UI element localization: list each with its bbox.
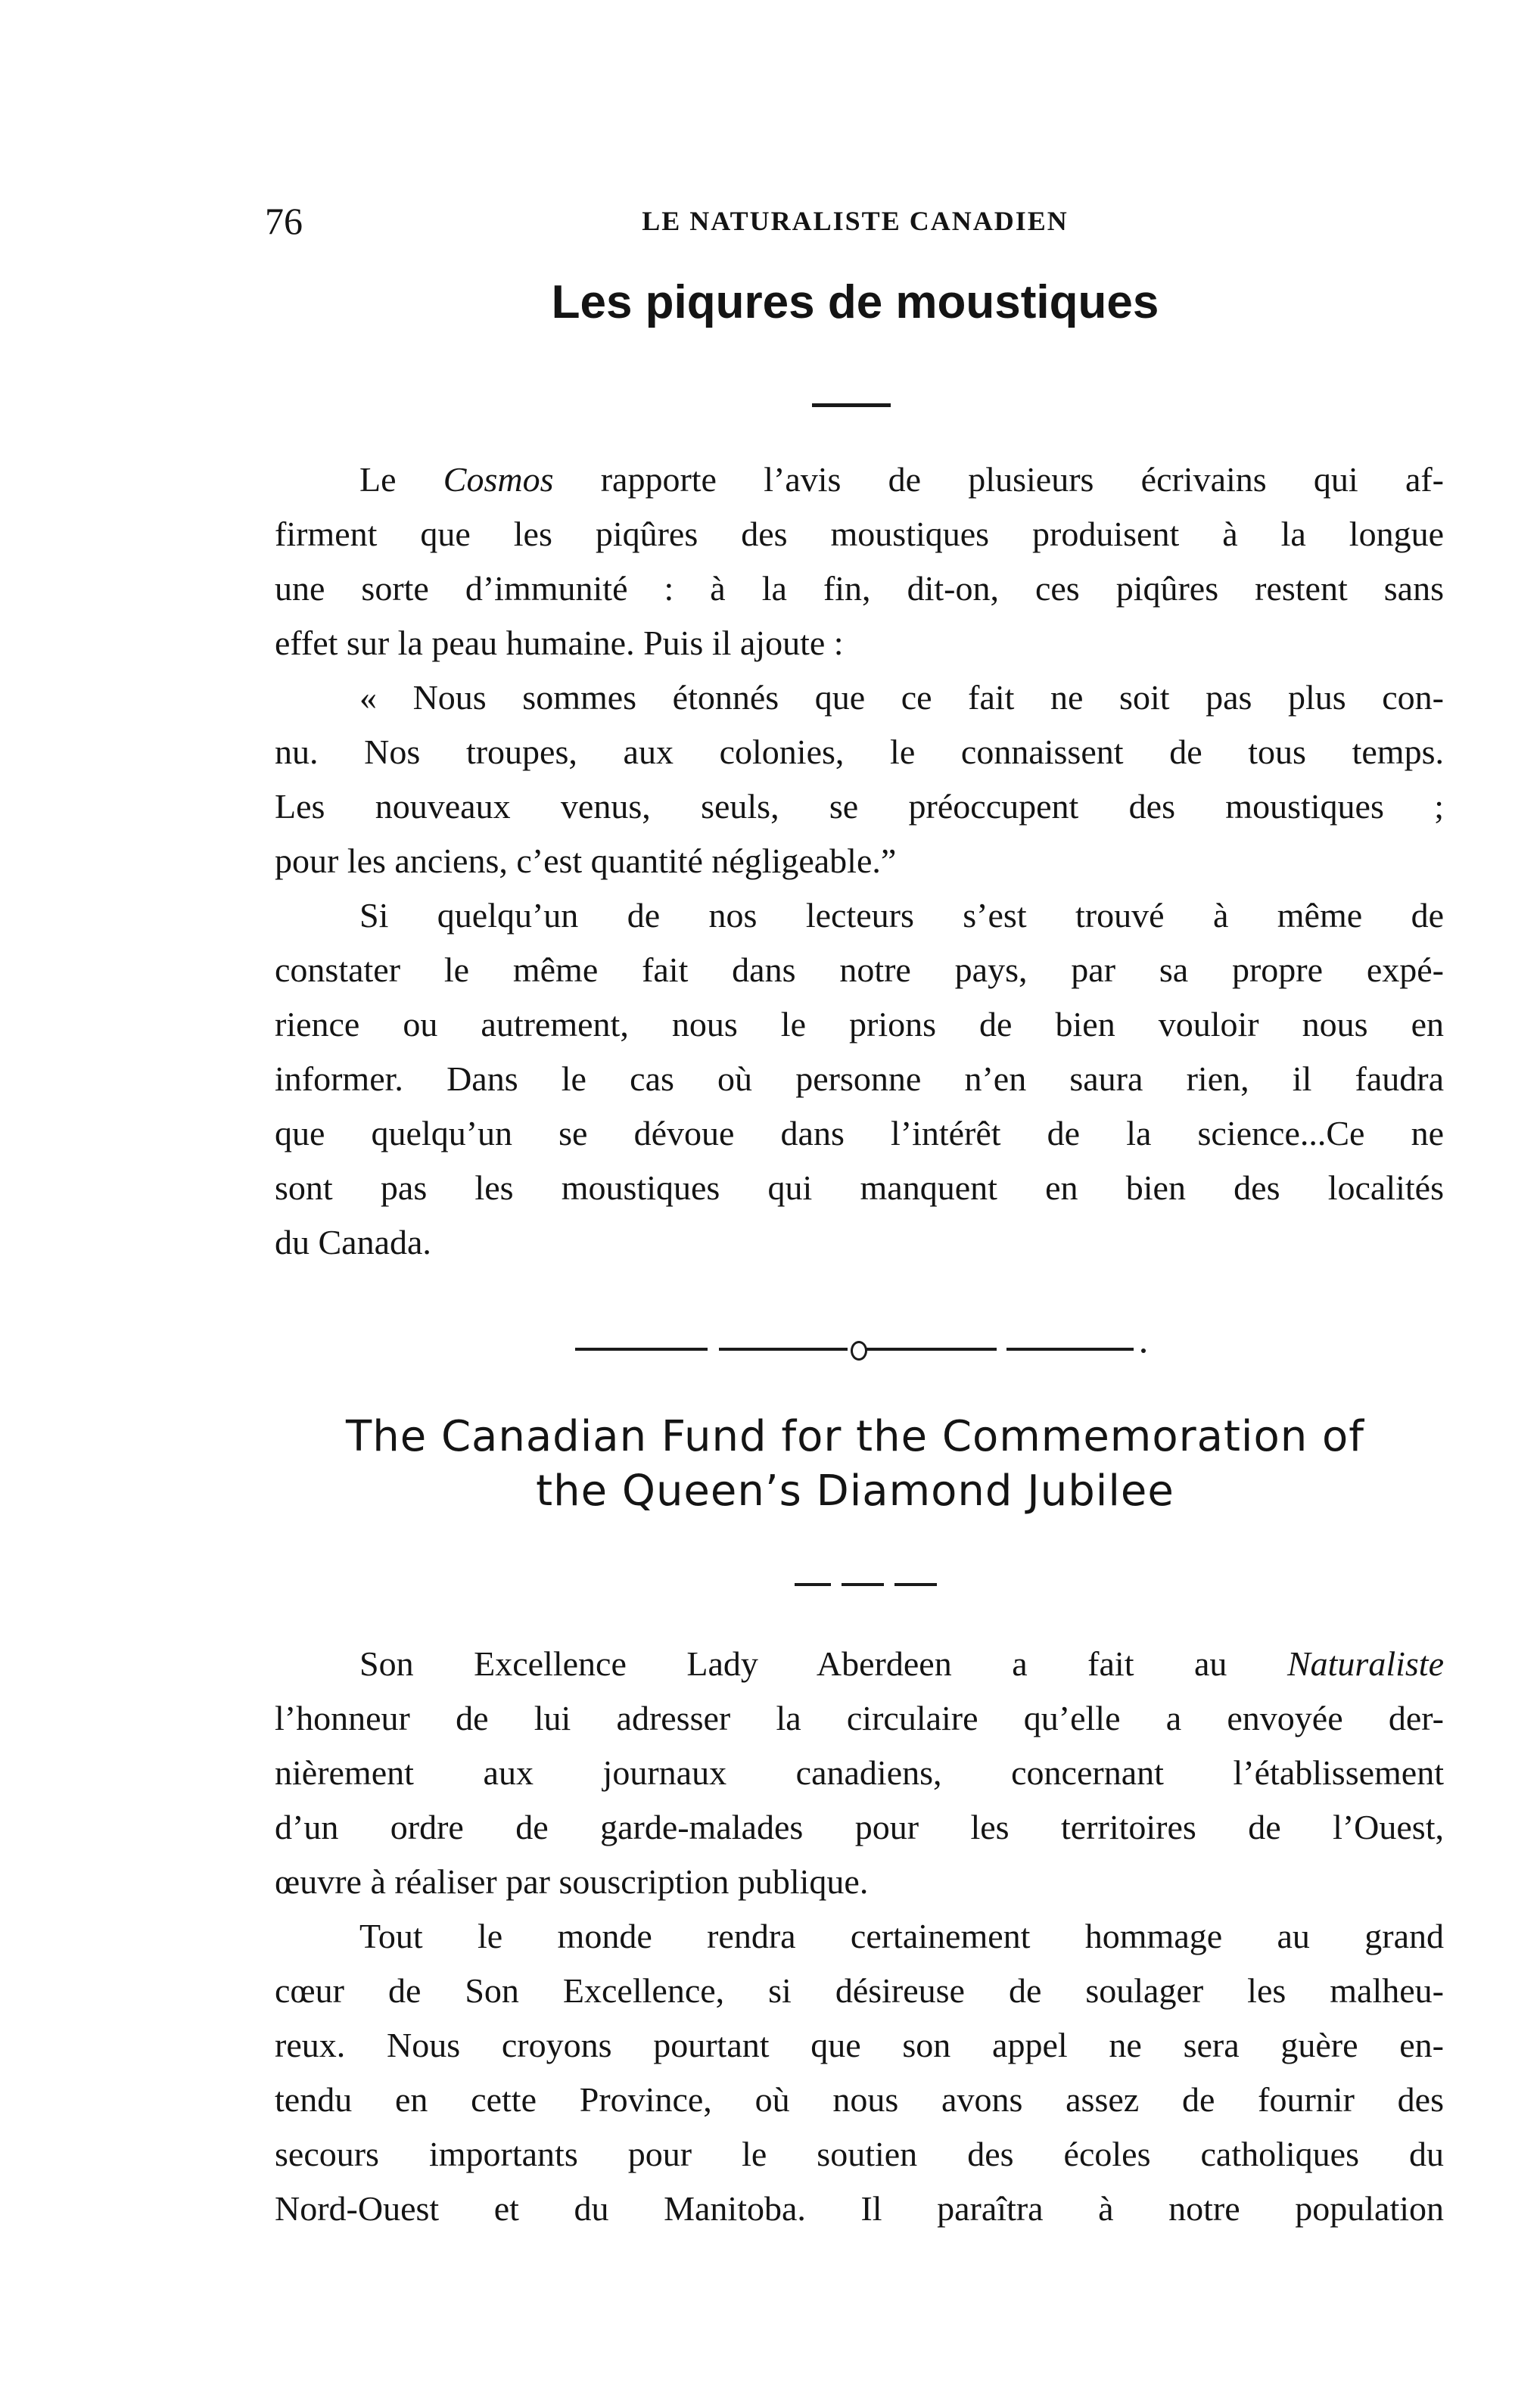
title-line: The Canadian Fund for the Commemoration of (346, 1412, 1364, 1461)
text-line: que quelqu’un se dévoue dans l’intérêt de la science...Ce ne (275, 1114, 1444, 1152)
text-line: Si quelqu’un de nos lecteurs s’est trouvé à même de (359, 896, 1444, 935)
text-line: informer. Dans le cas où personne n’en saura rien, il faudra (275, 1059, 1444, 1098)
title-line: the Queen’s Diamond Jubilee (536, 1467, 1174, 1516)
text-line: effet sur la peau humaine. Puis il ajoute : (275, 624, 844, 662)
text-line: secours importants pour le soutien des écoles catholiques du (275, 2135, 1444, 2173)
title-rule (894, 1583, 937, 1586)
paragraph (275, 1909, 1444, 2236)
paragraph (275, 1637, 1444, 1909)
text-line: Tout le monde rendra certainement hommage au grand (359, 1917, 1444, 1955)
text-line: firment que les piqûres des moustiques produisent à la longue (275, 515, 1444, 553)
text-line: Nord-Ouest et du Manitoba. Il paraîtra à notre population (275, 2189, 1444, 2228)
text-line: nièrement aux journaux canadiens, concernant l’établissement (275, 1753, 1444, 1792)
journal-title: LE NATURALISTE CANADIEN (642, 206, 1069, 236)
quoted-paragraph (275, 670, 1444, 888)
running-head (265, 198, 1445, 244)
text-line: Les nouveaux venus, seuls, se préoccupent des moustiques ; (275, 787, 1444, 826)
title-rule (795, 1583, 831, 1586)
text-line: du Canada. (275, 1223, 431, 1261)
text-line: d’un ordre de garde-malades pour les territoires de l’Ouest, (275, 1808, 1444, 1846)
paragraph (275, 453, 1444, 670)
text-line: « Nous sommes étonnés que ce fait ne soit pas plus con- (359, 678, 1444, 717)
separator-circle (851, 1341, 867, 1361)
text-line: tendu en cette Province, où nous avons assez de fournir des (275, 2080, 1444, 2119)
article-title-mosquito-bites: Les piqures de moustiques (551, 276, 1159, 328)
article-body-jubilee (275, 1637, 1444, 2236)
text-line: reux. Nous croyons pourtant que son appel ne sera guère en- (275, 2026, 1444, 2064)
text-line: sont pas les moustiques qui manquent en bien des localités (275, 1168, 1444, 1207)
text-line: cœur de Son Excellence, si désireuse de soulager les malheu- (275, 1971, 1444, 2010)
article-title-jubilee-fund (265, 1410, 1445, 1519)
separator-dot (1141, 1348, 1146, 1353)
title-rule (812, 403, 891, 407)
article-body-mosquito (275, 453, 1444, 1270)
text-line: rience ou autrement, nous le prions de bien vouloir nous en (275, 1005, 1444, 1044)
text-line: Son Excellence Lady Aberdeen a fait au Naturaliste (359, 1644, 1444, 1683)
text-line: œuvre à réaliser par souscription publique. (275, 1862, 869, 1901)
page-number: 76 (265, 200, 303, 242)
title-rule (842, 1583, 884, 1586)
text-line: constater le même fait dans notre pays, par sa propre expé- (275, 950, 1444, 989)
text-line: nu. Nos troupes, aux colonies, le connaissent de tous temps. (275, 732, 1444, 771)
text-line: une sorte d’immunité : à la fin, dit-on, ces piqûres restent sans (275, 569, 1444, 608)
text-line: l’honneur de lui adresser la circulaire qu’elle a envoyée der- (275, 1699, 1444, 1737)
section-separator (575, 1338, 1181, 1361)
text-line: pour les anciens, c’est quantité négligeable.” (275, 841, 897, 880)
text-line: Le Cosmos rapporte l’avis de plusieurs écrivains qui af- (359, 460, 1444, 499)
paragraph (275, 888, 1444, 1270)
